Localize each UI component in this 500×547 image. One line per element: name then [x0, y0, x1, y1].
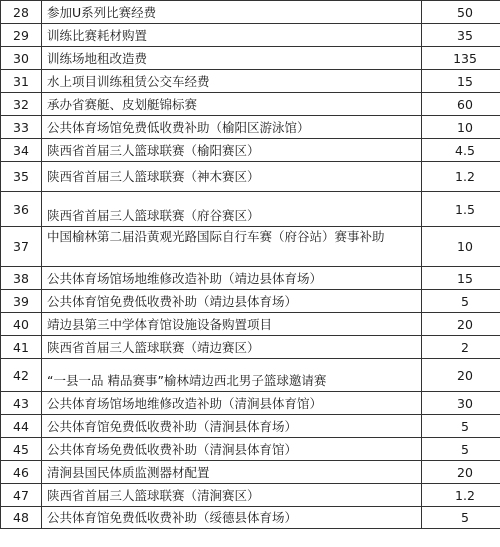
table-row	[1, 139, 500, 162]
amount: 1.2	[422, 162, 500, 192]
table-row	[1, 24, 500, 47]
row-number: 39	[1, 290, 42, 313]
row-number: 44	[1, 415, 42, 438]
table-row	[1, 70, 500, 93]
amount: 60	[422, 93, 500, 116]
amount: 20	[422, 359, 500, 392]
project-name: 承办省赛艇、皮划艇锦标赛	[42, 93, 422, 116]
row-number: 38	[1, 267, 42, 290]
row-number: 33	[1, 116, 42, 139]
project-name: 公共体育场馆场地维修改造补助（清涧县体育馆）	[42, 392, 422, 415]
row-number: 30	[1, 47, 42, 70]
table-row	[1, 484, 500, 507]
row-number: 36	[1, 192, 42, 227]
project-name: 公共体育场馆场地维修改造补助（靖边县体育场）	[42, 267, 422, 290]
amount: 35	[422, 24, 500, 47]
row-number: 43	[1, 392, 42, 415]
amount: 15	[422, 70, 500, 93]
amount: 135	[422, 47, 500, 70]
project-name: 水上项目训练租赁公交车经费	[42, 70, 422, 93]
table-row	[1, 415, 500, 438]
amount: 1.2	[422, 484, 500, 507]
project-name: 公共体育馆免费低收费补助（绥德县体育场）	[42, 507, 422, 529]
table-row	[1, 392, 500, 415]
project-name: 训练比赛耗材购置	[42, 24, 422, 47]
table-row	[1, 47, 500, 70]
project-name: 清涧县国民体质监测器材配置	[42, 461, 422, 484]
amount: 5	[422, 507, 500, 529]
amount: 10	[422, 116, 500, 139]
project-name: 训练场地租改造费	[42, 47, 422, 70]
amount: 2	[422, 336, 500, 359]
table-row	[1, 227, 500, 267]
table-row	[1, 192, 500, 227]
project-name: 陕西省首届三人篮球联赛（府谷赛区）	[42, 192, 422, 227]
amount: 30	[422, 392, 500, 415]
amount: 1.5	[422, 192, 500, 227]
table-row	[1, 162, 500, 192]
row-number: 32	[1, 93, 42, 116]
amount: 50	[422, 1, 500, 24]
project-name: 公共体育馆免费低收费补助（靖边县体育场）	[42, 290, 422, 313]
project-name: 陕西省首届三人篮球联赛（榆阳赛区）	[42, 139, 422, 162]
amount: 10	[422, 227, 500, 267]
table-row	[1, 290, 500, 313]
project-name: 公共体育馆免费低收费补助（清涧县体育场）	[42, 415, 422, 438]
amount: 5	[422, 290, 500, 313]
row-number: 45	[1, 438, 42, 461]
row-number: 42	[1, 359, 42, 392]
table-row	[1, 313, 500, 336]
table-row	[1, 507, 500, 529]
table-row	[1, 336, 500, 359]
row-number: 41	[1, 336, 42, 359]
funding-table-body	[1, 1, 500, 529]
table-row	[1, 116, 500, 139]
project-name: 中国榆林第二届沿黄观光路国际自行车赛（府谷站）赛事补助	[42, 227, 422, 267]
amount: 15	[422, 267, 500, 290]
project-name: 陕西省首届三人篮球联赛（清涧赛区）	[42, 484, 422, 507]
table-row	[1, 93, 500, 116]
amount: 4.5	[422, 139, 500, 162]
table-row	[1, 267, 500, 290]
project-name: 靖边县第三中学体育馆设施设备购置项目	[42, 313, 422, 336]
row-number: 35	[1, 162, 42, 192]
row-number: 48	[1, 507, 42, 529]
row-number: 29	[1, 24, 42, 47]
row-number: 28	[1, 1, 42, 24]
project-name: 陕西省首届三人篮球联赛（靖边赛区）	[42, 336, 422, 359]
amount: 20	[422, 461, 500, 484]
amount: 5	[422, 438, 500, 461]
amount: 20	[422, 313, 500, 336]
table-row	[1, 359, 500, 392]
row-number: 34	[1, 139, 42, 162]
row-number: 37	[1, 227, 42, 267]
amount: 5	[422, 415, 500, 438]
project-name: 参加U系列比赛经费	[42, 1, 422, 24]
table-row	[1, 1, 500, 24]
project-name: 公共体育场免费低收费补助（清涧县体育馆）	[42, 438, 422, 461]
project-name: 公共体育场馆免费低收费补助（榆阳区游泳馆）	[42, 116, 422, 139]
table-row	[1, 461, 500, 484]
row-number: 47	[1, 484, 42, 507]
table-row	[1, 438, 500, 461]
row-number: 46	[1, 461, 42, 484]
row-number: 40	[1, 313, 42, 336]
project-name: 陕西省首届三人篮球联赛（神木赛区）	[42, 162, 422, 192]
project-name: “一县一品 精品赛事”榆林靖边西北男子篮球邀请赛	[42, 359, 422, 392]
row-number: 31	[1, 70, 42, 93]
